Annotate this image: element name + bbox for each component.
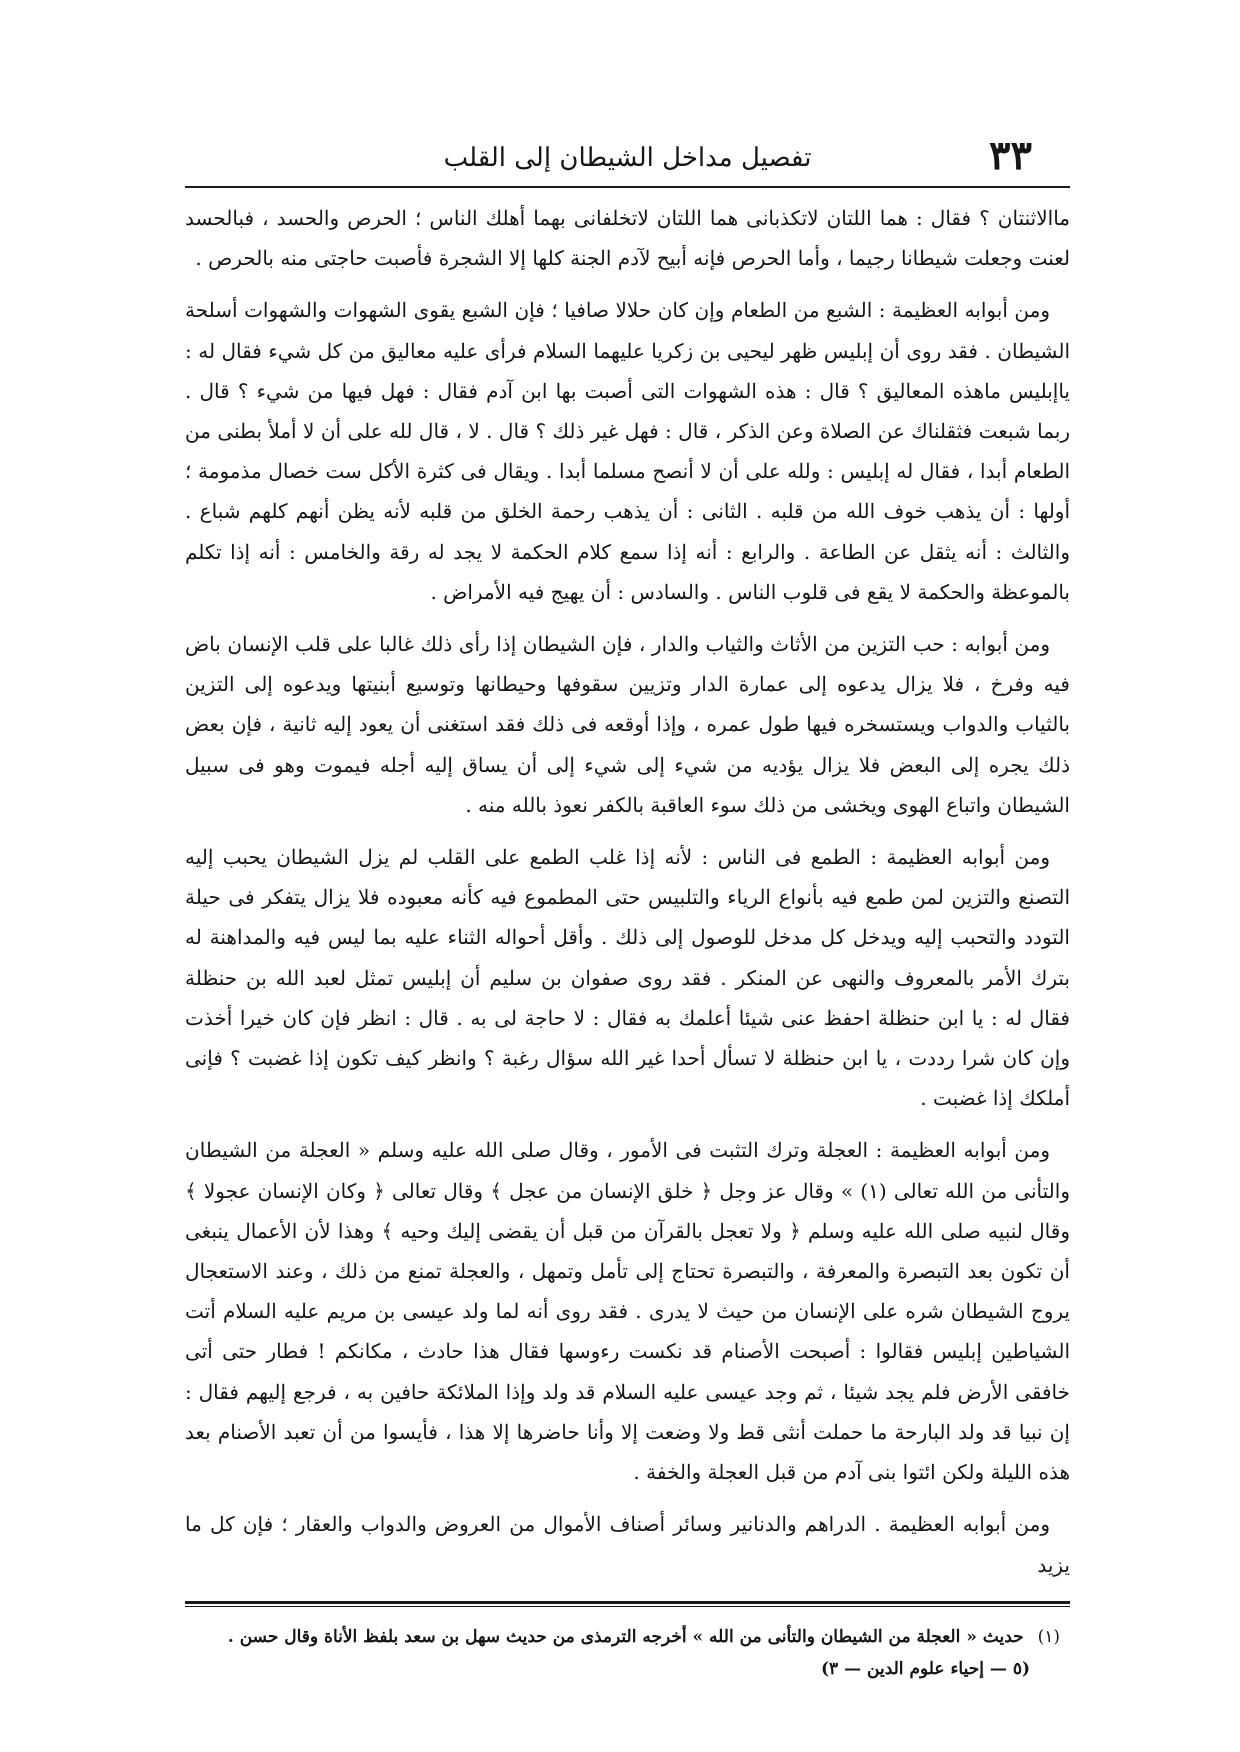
running-title: تفصيل مداخل الشيطان إلى القلب — [443, 143, 812, 173]
running-head — [185, 128, 1070, 188]
paragraph: ماالاثنتان ؟ فقال : هما اللتان لاتكذبانى هما اللتان لاتخلفانى بهما أهلك الناس ؛ الحرص والحسد ، فبالحسد لعنت وجعلت شيطانا رجيما ، وأما الحرص فإنه أبيح لآدم الجنة كلها إلا الشجرة فأصبت حاجتى منه بالحرص . — [185, 206, 1070, 271]
footnote-divider — [185, 1601, 1070, 1604]
footnote-divider-thin — [185, 1606, 1070, 1607]
book-page — [185, 128, 1070, 1688]
footnote-text: حديث « العجلة من الشيطان والتأنى من الله » أخرجه الترمذى من حديث سهل بن سعد بلفظ الأناة وقال حسن . — [227, 1626, 1024, 1647]
paragraph: ومن أبوابه : حب التزين من الأثاث والثياب والدار ، فإن الشيطان إذا رأى ذلك غالبا على قلب الإنسان باض فيه وفرخ ، فلا يزال يدعوه إلى عمارة الدار وتزيين سقوفها وحيطانها وتوسيع أبنيتها ويدعوه إلى التزين بالثياب والدواب ويستسخره فيها طول عمره ، وإذا أوقعه فى ذلك فقد استغنى أن يعود إليه ثانية ، فإن بعض ذلك يجره إلى البعض فلا يزال يؤديه من شيء إلى شيء إلى أن يساق إليه أجله فيموت وهو فى سبيل الشيطان واتباع الهوى ويخشى من ذلك سوء العاقبة بالكفر نعوذ بالله منه . — [185, 632, 1070, 817]
footnote — [185, 1621, 1060, 1653]
paragraph: ومن أبوابه العظيمة : العجلة وترك التثبت فى الأمور ، وقال صلى الله عليه وسلم « العجلة من الشيطان والتأنى من الله تعالى (١) » وقال عز وجل ﴿ خلق الإنسان من عجل ﴾ وقال تعالى ﴿ وكان الإنسان عجولا ﴾ وقال لنبيه صلى الله عليه وسلم ﴿ ولا تعجل بالقرآن من قبل أن يقضى إليك وحيه ﴾ وهذا لأن الأعمال ينبغى أن تكون بعد التبصرة والمعرفة ، والتبصرة تحتاج إلى تأمل وتمهل ، والعجلة تمنع من ذلك ، وعند الاستعجال يروج الشيطان شره على الإنسان من حيث لا يدرى . فقد روى أنه لما ولد عيسى بن مريم عليه السلام أتت الشياطين إبليس فقالوا : أصبحت الأصنام قد نكست رءوسها فقال هذا حادث ، مكانكم ! فطار حتى أتى خافقى الأرض فلم يجد شيئا ، ثم وجد عيسى عليه السلام قد ولد وإذا الملائكة حافين به ، فرجع إليهم فقال : إن نبيا قد ولد البارحة ما حملت أنثى قط ولا وضعت إلا وأنا حاضرها إلا هذا ، فأيسوا من أن تعبد الأصنام بعد هذه الليلة ولكن ائتوا بنى آدم من قبل العجلة والخفة . — [185, 1138, 1070, 1485]
footnotes — [185, 1621, 1070, 1685]
body-text — [185, 198, 1070, 1585]
page-number: ٣٣ — [989, 132, 1032, 179]
paragraph: ومن أبوابه العظيمة : الطمع فى الناس : لأنه إذا غلب الطمع على القلب لم يزل الشيطان يحبب إليه التصنع والتزين لمن طمع فيه بأنواع الرياء والتلبيس حتى المطموع فيه كأنه معبوده فلا يزال يتفكر فى حيلة التودد والتحبب إليه ويدخل كل مدخل للوصول إلى ذلك . وأقل أحواله الثناء عليه بما ليس فيه والمداهنة له بترك الأمر بالمعروف والنهى عن المنكر . فقد روى صفوان بن سليم أن إبليس تمثل لعبد الله بن حنظلة فقال له : يا ابن حنظلة احفظ عنى شيئا أعلمك به فقال : لا حاجة لى به . قال : انظر فإن كان خيرا أخذت وإن كان شرا رددت ، يا ابن حنظلة لا تسأل أحدا غير الله سؤال رغبة ؟ وانظر كيف تكون إذا غضبت ؟ فإنى أملكك إذا غضبت . — [185, 845, 1070, 1111]
signature-mark: (٥ — إحياء علوم الدين — ٣) — [821, 1658, 1030, 1679]
paragraph: ومن أبوابه العظيمة : الشبع من الطعام وإن كان حلالا صافيا ؛ فإن الشبع يقوى الشهوات والشهوات أسلحة الشيطان . فقد روى أن إبليس ظهر ليحيى بن زكريا عليهما السلام فرأى عليه معاليق من كل شيء فقال له : ياإبليس ماهذه المعاليق ؟ قال : هذه الشهوات التى أصبت بها ابن آدم فقال : فهل فيها من شيء ؟ قال . ربما شبعت فثقلناك عن الصلاة وعن الذكر ، قال : فهل غير ذلك ؟ قال . لا ، قال لله على أن لا أملأ بطنى من الطعام أبدا ، فقال له إبليس : ولله على أن لا أنصح مسلما أبدا . ويقال فى كثرة الأكل ست خصال مذمومة ؛ أولها : أن يذهب خوف الله من قلبه . الثانى : أن يذهب رحمة الخلق من قلبه لأنه يظن أنهم كلهم شباع . والثالث : أنه يثقل عن الطاعة . والرابع : أنه إذا سمع كلام الحكمة لا يجد له رقة والخامس : أنه إذا تكلم بالموعظة والحكمة لا يقع فى قلوب الناس . والسادس : أن يهيج فيه الأمراض . — [185, 298, 1071, 604]
paragraph: ومن أبوابه العظيمة . الدراهم والدنانير وسائر أصناف الأموال من العروض والدواب والعقار ؛ فإن كل ما يزيد — [185, 1512, 1070, 1577]
footnote-number: (١) — [1037, 1626, 1060, 1647]
